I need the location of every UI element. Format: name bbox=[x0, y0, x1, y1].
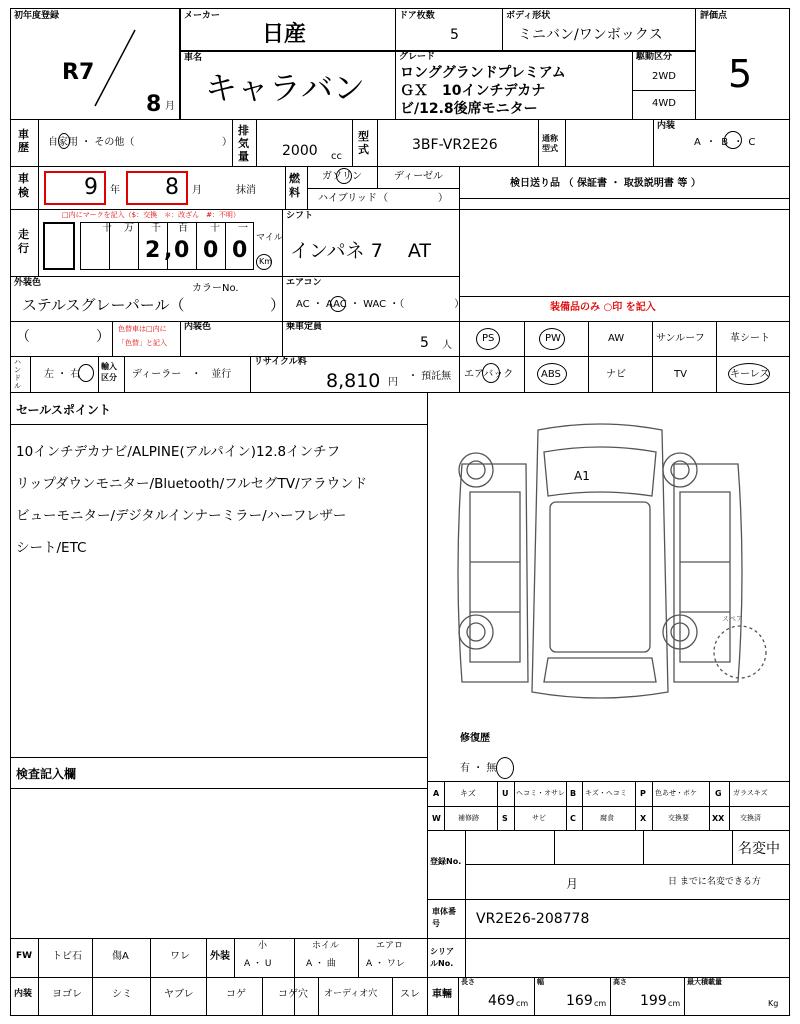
drive-label: 駆動区分 bbox=[636, 52, 673, 62]
spare-label: スペア bbox=[722, 615, 743, 623]
fuel-diesel: ディーゼル bbox=[394, 171, 443, 182]
mileage-mile: マイル bbox=[256, 233, 283, 243]
int-item-2: シミ bbox=[112, 989, 132, 1000]
equip-aw: AW bbox=[608, 333, 625, 344]
equip-abs-circle bbox=[537, 363, 567, 385]
ext-color-close: ） bbox=[270, 296, 286, 314]
serial-box bbox=[427, 938, 790, 978]
score: 5 bbox=[728, 52, 753, 96]
ac-options: AC ・ AAC ・ WAC ・（ ） bbox=[296, 299, 465, 310]
ac-circle bbox=[330, 296, 346, 312]
handle-label: ハンドル bbox=[14, 358, 21, 390]
first-reg-year: R7 bbox=[62, 60, 95, 85]
equip-pw-circle bbox=[539, 328, 565, 350]
vin-value: VR2E26-208778 bbox=[476, 911, 590, 927]
sales-point-label: セールスポイント bbox=[16, 403, 111, 417]
legend-desc-c: 腐食 bbox=[600, 814, 614, 822]
sales-point-line2: リップダウンモニター/Bluetooth/フルセグTV/アラウンド bbox=[16, 476, 368, 492]
inspection-month: 8 bbox=[165, 175, 179, 200]
sales-point-line3: ビューモニター/デジタルインナーミラー/ハーフレザー bbox=[16, 508, 347, 524]
shift-label: シフト bbox=[286, 211, 314, 221]
legend-code-x: X bbox=[640, 814, 647, 823]
common-type-label: 通称型式 bbox=[542, 134, 558, 153]
mileage-digit-3: 0 bbox=[203, 238, 219, 263]
inspection-year: 9 bbox=[84, 175, 98, 200]
vin-label: 車体番号 bbox=[432, 907, 456, 928]
equip-header: 装備品のみ ○印 を記入 bbox=[550, 302, 656, 313]
equip-abs: ABS bbox=[541, 369, 561, 380]
legend-code-c: C bbox=[570, 814, 576, 823]
registration-box bbox=[427, 830, 790, 900]
first-reg-label: 初年度登録 bbox=[14, 11, 60, 21]
length-unit: cm bbox=[516, 999, 529, 1008]
size-label: 車輛 bbox=[432, 989, 452, 1000]
car-diagram bbox=[440, 412, 780, 712]
recycle-label: リサイクル料 bbox=[254, 357, 307, 367]
load-unit: Kg bbox=[768, 999, 779, 1008]
legend-desc-s: サビ bbox=[532, 814, 546, 822]
drive-4wd: 4WD bbox=[652, 98, 676, 109]
mileage-mark-box bbox=[43, 222, 75, 270]
height-value: 199 bbox=[640, 993, 667, 1009]
mileage-comma: , bbox=[164, 238, 173, 263]
displacement: 2000 bbox=[282, 143, 318, 159]
drive-2wd: 2WD bbox=[652, 71, 676, 82]
color-change-note2: 「色替」と記入 bbox=[118, 339, 167, 347]
height-unit: cm bbox=[668, 999, 681, 1008]
grade-label: グレード bbox=[399, 52, 436, 62]
legend-code-g: G bbox=[715, 789, 722, 798]
serial-label: シリアルNo. bbox=[430, 947, 454, 968]
body-label: ボディ形状 bbox=[506, 11, 551, 21]
fuel-hybrid: ハイブリッド bbox=[318, 193, 377, 204]
equip-ps-circle bbox=[476, 328, 500, 350]
handle-value: 左 ・ 右 bbox=[44, 369, 81, 380]
score-label: 評価点 bbox=[700, 11, 728, 21]
mileage-km: Km bbox=[259, 257, 273, 266]
sales-point-line4: シート/ETC bbox=[16, 540, 87, 556]
equip-keyless-circle bbox=[728, 363, 770, 385]
fuel-label: 燃料 bbox=[289, 172, 300, 199]
fuel-gasoline-circle bbox=[336, 168, 352, 184]
inspection-month-unit: 月 bbox=[192, 185, 202, 196]
type-label: 型式 bbox=[358, 130, 369, 156]
legend-desc-g: ガラスキズ bbox=[733, 789, 768, 797]
maker-label: メーカー bbox=[184, 11, 220, 21]
cc-unit: cc bbox=[331, 151, 342, 162]
unit-ichi: 一 bbox=[238, 223, 248, 234]
registration-month: 月 bbox=[566, 877, 579, 891]
history-circle bbox=[58, 133, 70, 149]
inspection-year-unit: 年 bbox=[110, 185, 120, 196]
ext-col3-head: エアロ bbox=[376, 941, 404, 951]
fuel-gasoline: ガソリン bbox=[322, 171, 362, 182]
color-no-label: カラーNo. bbox=[192, 283, 239, 294]
mileage-digit-2: 0 bbox=[174, 238, 190, 263]
mileage-digit-1: 2 bbox=[145, 238, 161, 263]
history-text: 自家用 ・ その他（ bbox=[48, 137, 135, 148]
unit-jyu: 十 bbox=[102, 223, 112, 234]
capacity-label: 乗車定員 bbox=[286, 322, 323, 332]
fw-item-1: トビ石 bbox=[52, 951, 82, 962]
ext-col1-head: 小 bbox=[258, 941, 268, 951]
legend-desc-u: ヘコミ・オサレ bbox=[516, 789, 565, 797]
equip-navi: ナビ bbox=[606, 369, 626, 380]
legend-code-xx: XX bbox=[712, 814, 725, 823]
inspect-notes-label: 検査記入欄 bbox=[16, 767, 77, 781]
inspect-notes-box bbox=[10, 757, 428, 939]
import-label: 輸入区分 bbox=[101, 362, 117, 382]
legend-desc-w: 補修跡 bbox=[458, 814, 479, 822]
docs-label: 検日送り品 （ 保証書 ・ 取扱説明書 等 ） bbox=[510, 178, 701, 189]
legend-code-b: B bbox=[570, 789, 577, 798]
sales-point-line1: 10インチデカナビ/ALPINE(アルパイン)12.8インチフ bbox=[16, 444, 341, 460]
grade-line2: ＧＸ 10インチデカナ bbox=[400, 83, 546, 99]
int-item-6: オーディオ穴 bbox=[324, 989, 378, 999]
fuel-hybrid-paren: （ ） bbox=[378, 193, 448, 204]
capacity-unit: 人 bbox=[442, 340, 452, 351]
history-close: ） bbox=[222, 137, 232, 148]
equip-airbag: エアバック bbox=[464, 369, 514, 380]
width-value: 169 bbox=[566, 993, 593, 1009]
mileage-km-circle bbox=[256, 254, 272, 270]
disp-label: 排気量 bbox=[238, 124, 249, 163]
grade-line3: ビ/12.8後席モニター bbox=[400, 101, 538, 117]
row-interior bbox=[10, 321, 460, 357]
size-box bbox=[427, 977, 790, 1016]
capacity: 5 bbox=[420, 335, 429, 351]
ext-color: ステルスグレーパール（ bbox=[22, 296, 185, 314]
int-color-label: 内装色 bbox=[184, 322, 212, 332]
int-item-5: コゲ穴 bbox=[278, 989, 308, 1000]
model-type: 3BF-VR2E26 bbox=[412, 137, 498, 153]
legend-code-p: P bbox=[640, 789, 646, 798]
equip-pw: PW bbox=[545, 333, 561, 344]
ext-color-label: 外装色 bbox=[14, 278, 42, 288]
mileage-note: □内にマークを記入（$：交換 ＊：改ざん #：不明） bbox=[62, 211, 240, 219]
interior-grade: A ・ B ・ C bbox=[694, 137, 757, 148]
interior-label: 内装 bbox=[657, 121, 676, 131]
registration-deadline: 日 までに名変できる方 bbox=[668, 877, 761, 887]
mileage-digit-4: 0 bbox=[232, 238, 248, 263]
legend-desc-p: 色あせ・ボケ bbox=[655, 789, 697, 797]
inspection-label: 車検 bbox=[18, 172, 29, 199]
slash-mark bbox=[90, 28, 140, 108]
equip-sunroof: サンルーフ bbox=[656, 333, 705, 344]
paren-close: ） bbox=[96, 329, 110, 345]
shift-value: インパネ 7 AT bbox=[290, 240, 431, 262]
fw-label: FW bbox=[16, 951, 33, 961]
legend-code-a: A bbox=[433, 789, 440, 798]
handle-circle bbox=[78, 364, 94, 382]
inspection-cancel: 抹消 bbox=[236, 185, 256, 196]
equip-airbag-circle bbox=[482, 363, 500, 383]
interior-grade-circle bbox=[724, 131, 742, 149]
repair-circle bbox=[496, 757, 514, 779]
paren-open: （ bbox=[16, 329, 30, 345]
damage-mark-a1: A1 bbox=[574, 469, 590, 483]
length-value: 469 bbox=[488, 993, 515, 1009]
legend-desc-xx: 交換済 bbox=[740, 814, 761, 822]
first-reg-month-unit: 月 bbox=[165, 101, 175, 112]
ext-col3-val: A ・ ワレ bbox=[366, 959, 405, 969]
ext-col1-val: A ・ U bbox=[244, 959, 272, 969]
unit-hyaku: 百 bbox=[178, 223, 188, 234]
recycle-deposit: ・ 預託無 bbox=[408, 371, 452, 382]
doors: 5 bbox=[450, 27, 459, 43]
ext-col2-val: A ・ 曲 bbox=[306, 959, 336, 969]
unit-jyu2: 十 bbox=[210, 223, 220, 234]
grade-line1: ロンググランドプレミアム bbox=[400, 65, 566, 81]
color-change-note1: 色替車は□内に bbox=[118, 325, 167, 333]
int-item-4: コゲ bbox=[226, 989, 246, 1000]
legend-desc-a: キズ bbox=[460, 789, 476, 798]
int-label: 内装 bbox=[14, 989, 33, 999]
int-item-7: スレ bbox=[400, 989, 420, 1000]
int-item-1: ヨゴレ bbox=[52, 989, 82, 1000]
equip-ps: PS bbox=[482, 333, 495, 344]
equip-keyless: キーレス bbox=[730, 369, 770, 380]
ac-label: エアコン bbox=[286, 278, 322, 288]
mileage-label: 走行 bbox=[18, 228, 29, 255]
recycle-yen: 円 bbox=[388, 377, 398, 388]
width-unit: cm bbox=[594, 999, 607, 1008]
doors-label: ドア枚数 bbox=[399, 11, 435, 21]
height-label: 高さ bbox=[613, 978, 627, 986]
name-change: 名変中 bbox=[738, 841, 780, 857]
ext-col2-head: ホイル bbox=[312, 941, 340, 951]
maker: 日産 bbox=[262, 22, 307, 47]
car-name: キャラバン bbox=[205, 69, 366, 107]
first-reg-month: 8 bbox=[146, 92, 162, 117]
fw-item-2: 傷A bbox=[112, 951, 129, 962]
legend-desc-x: 交換要 bbox=[668, 814, 689, 822]
body-type: ミニバン/ワンボックス bbox=[518, 27, 663, 43]
car-name-label: 車名 bbox=[184, 53, 203, 63]
legend-code-w: W bbox=[432, 814, 441, 823]
recycle-fee: 8,810 bbox=[326, 370, 381, 392]
width-label: 幅 bbox=[537, 978, 544, 986]
int-item-3: ヤブレ bbox=[164, 989, 194, 1000]
unit-sen: 千 bbox=[151, 223, 161, 234]
equip-tv: TV bbox=[674, 369, 687, 380]
length-label: 長さ bbox=[461, 978, 475, 986]
import-value: ディーラー ・ 並行 bbox=[132, 369, 232, 380]
legend-code-u: U bbox=[502, 789, 509, 798]
legend-desc-b: キズ・ヘコミ bbox=[585, 789, 627, 797]
repair-label: 修復歴 bbox=[460, 733, 490, 744]
load-label: 最大積載量 bbox=[687, 978, 722, 986]
registration-label: 登録No. bbox=[430, 857, 462, 866]
equip-leather: 革シート bbox=[730, 333, 770, 344]
repair-options: 有 ・ 無 bbox=[460, 763, 497, 774]
history-label: 車歴 bbox=[18, 128, 29, 154]
unit-man: 万 bbox=[124, 223, 134, 234]
legend-code-s: S bbox=[502, 814, 508, 823]
fw-item-3: ワレ bbox=[170, 951, 190, 962]
ext-label: 外装 bbox=[210, 951, 230, 962]
